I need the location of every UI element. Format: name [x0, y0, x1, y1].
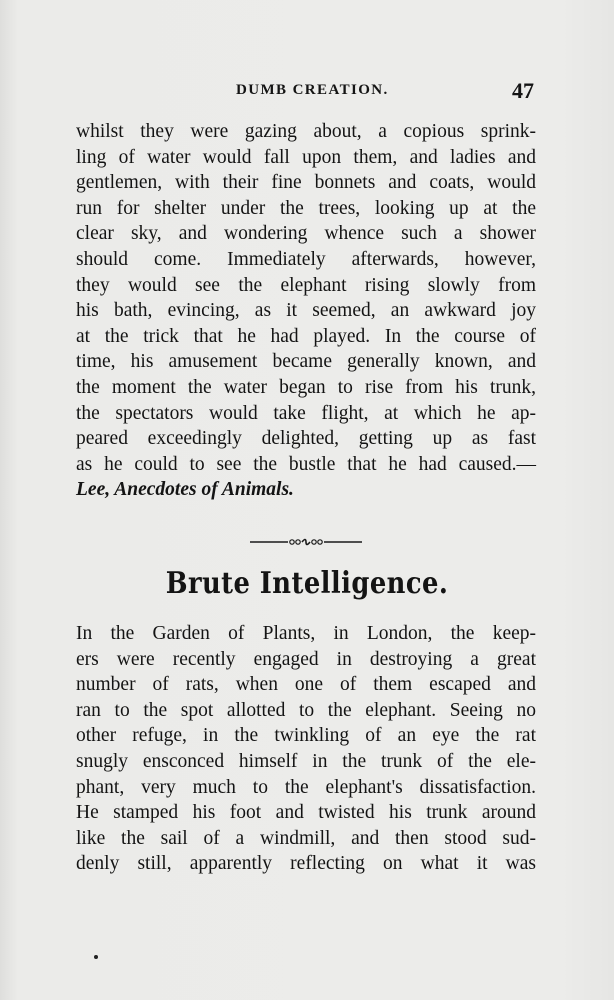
text-line: whilst they were gazing about, a copious sprink-	[76, 121, 536, 142]
text-line: ran to the spot allotted to the elephant. Seeing no	[76, 699, 536, 721]
text-line: should come. Immediately afterwards, however,	[76, 248, 536, 270]
ink-speck	[94, 955, 98, 959]
citation: Lee, Anecdotes of Animals.	[76, 479, 294, 501]
text-line: number of rats, when one of them escaped and	[76, 674, 536, 696]
text-line: his bath, evincing, as it seemed, an awkward joy	[76, 300, 536, 322]
text-line: other refuge, in the twinkling of an eye the rat	[76, 725, 536, 747]
text-line: snugly ensconced himself in the trunk of the ele-	[76, 750, 536, 772]
page-header	[76, 78, 536, 104]
text-line: at the trick that he had played. In the course of	[76, 325, 536, 347]
text-line: the spectators would take flight, at which he ap-	[76, 402, 536, 424]
text-line: clear sky, and wondering whence such a shower	[76, 223, 536, 245]
page-number: 47	[512, 78, 534, 103]
text-line: phant, very much to the elephant's dissatisfaction.	[76, 776, 536, 798]
text-line: ers were recently engaged in destroying a great	[76, 648, 536, 670]
text-line: they would see the elephant rising slowly from	[76, 274, 536, 296]
wavy-rule-ornament-icon	[250, 536, 362, 548]
text-line: like the sail of a windmill, and then stood sud-	[76, 827, 536, 849]
passage-brute-intelligence	[76, 621, 536, 877]
text-line: In the Garden of Plants, in London, the keep-	[76, 623, 536, 644]
text-line: the moment the water began to rise from his trunk,	[76, 376, 536, 398]
text-line: denly still, apparently reflecting on what it was	[76, 853, 536, 875]
text-line: He stamped his foot and twisted his trunk around	[76, 802, 536, 824]
running-head: DUMB CREATION.	[236, 82, 389, 98]
text-line: run for shelter under the trees, looking up at the	[76, 197, 536, 219]
text-line: peared exceedingly delighted, getting up as fast	[76, 428, 536, 450]
text-line: ling of water would fall upon them, and ladies and	[76, 146, 536, 168]
text-line: time, his amusement became generally known, and	[76, 351, 536, 373]
passage-elephant-bath	[76, 119, 536, 503]
text-line: gentlemen, with their fine bonnets and coats, would	[76, 172, 536, 194]
text-line: as he could to see the bustle that he had caused.—	[76, 453, 536, 475]
section-heading: Brute Intelligence.	[165, 566, 449, 601]
